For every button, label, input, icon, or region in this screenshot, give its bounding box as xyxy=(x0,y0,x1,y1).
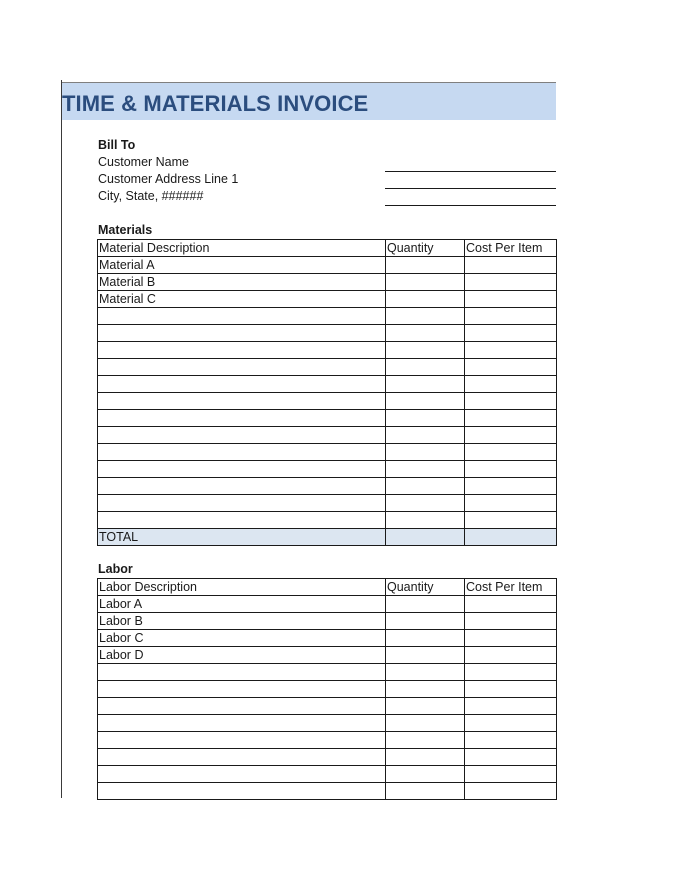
table-row xyxy=(98,698,557,715)
table-row xyxy=(98,257,557,274)
material-description-cell[interactable] xyxy=(98,308,386,325)
material-quantity-cell[interactable] xyxy=(386,512,465,529)
labor-description-cell[interactable] xyxy=(98,766,386,783)
material-quantity-cell[interactable] xyxy=(386,393,465,410)
table-row xyxy=(98,427,557,444)
labor-description-cell[interactable] xyxy=(98,749,386,766)
material-cost-cell[interactable] xyxy=(465,393,557,410)
table-row xyxy=(98,393,557,410)
labor-cost-cell[interactable] xyxy=(465,732,557,749)
labor-quantity-cell[interactable] xyxy=(386,749,465,766)
material-cost-cell[interactable] xyxy=(465,495,557,512)
material-quantity-cell[interactable] xyxy=(386,359,465,376)
material-cost-cell[interactable] xyxy=(465,461,557,478)
material-description-cell[interactable] xyxy=(98,427,386,444)
material-description-cell[interactable] xyxy=(98,410,386,427)
table-row xyxy=(98,376,557,393)
table-row xyxy=(98,613,557,630)
labor-description-cell[interactable] xyxy=(98,715,386,732)
labor-quantity-cell[interactable] xyxy=(386,613,465,630)
material-cost-cell[interactable] xyxy=(465,257,557,274)
table-row xyxy=(98,461,557,478)
material-description-cell[interactable] xyxy=(98,393,386,410)
material-total-quantity[interactable] xyxy=(386,529,465,546)
table-row xyxy=(98,596,557,613)
material-quantity-cell[interactable] xyxy=(386,461,465,478)
table-row xyxy=(98,783,557,800)
title-band xyxy=(62,82,556,120)
labor-header-quantity: Quantity xyxy=(386,579,465,596)
material-total-cost[interactable] xyxy=(465,529,557,546)
material-cost-cell[interactable] xyxy=(465,427,557,444)
labor-description-cell[interactable]: Labor D xyxy=(98,647,386,664)
material-cost-cell[interactable] xyxy=(465,512,557,529)
labor-description-cell[interactable]: Labor B xyxy=(98,613,386,630)
material-quantity-cell[interactable] xyxy=(386,478,465,495)
labor-description-cell[interactable] xyxy=(98,732,386,749)
table-row xyxy=(98,291,557,308)
labor-description-cell[interactable] xyxy=(98,698,386,715)
table-row xyxy=(98,630,557,647)
labor-table xyxy=(97,578,557,800)
material-quantity-cell[interactable] xyxy=(386,376,465,393)
table-row xyxy=(98,766,557,783)
material-description-cell[interactable] xyxy=(98,342,386,359)
material-cost-cell[interactable] xyxy=(465,410,557,427)
labor-cost-cell[interactable] xyxy=(465,749,557,766)
material-description-cell[interactable] xyxy=(98,461,386,478)
table-row xyxy=(98,495,557,512)
table-row xyxy=(98,681,557,698)
customer-name: Customer Name xyxy=(98,155,189,169)
material-quantity-cell[interactable] xyxy=(386,257,465,274)
materials-label: Materials xyxy=(98,223,153,237)
labor-header-cost: Cost Per Item xyxy=(465,579,557,596)
material-quantity-cell[interactable] xyxy=(386,325,465,342)
labor-quantity-cell[interactable] xyxy=(386,664,465,681)
material-header-quantity: Quantity xyxy=(386,240,465,257)
material-header-row xyxy=(98,240,557,257)
material-description-cell[interactable] xyxy=(98,376,386,393)
labor-cost-cell[interactable] xyxy=(465,630,557,647)
labor-cost-cell[interactable] xyxy=(465,664,557,681)
table-row xyxy=(98,342,557,359)
material-description-cell[interactable] xyxy=(98,359,386,376)
material-quantity-cell[interactable] xyxy=(386,291,465,308)
table-row xyxy=(98,410,557,427)
labor-cost-cell[interactable] xyxy=(465,766,557,783)
material-cost-cell[interactable] xyxy=(465,359,557,376)
table-row xyxy=(98,715,557,732)
customer-name-line[interactable] xyxy=(385,171,556,172)
material-header-cost: Cost Per Item xyxy=(465,240,557,257)
material-cost-cell[interactable] xyxy=(465,444,557,461)
labor-quantity-cell[interactable] xyxy=(386,596,465,613)
bill-to-label: Bill To xyxy=(98,138,136,152)
table-row xyxy=(98,308,557,325)
table-row xyxy=(98,325,557,342)
material-quantity-cell[interactable] xyxy=(386,444,465,461)
customer-address-line[interactable] xyxy=(385,188,556,189)
table-row xyxy=(98,647,557,664)
labor-description-cell[interactable]: Labor A xyxy=(98,596,386,613)
material-description-cell[interactable]: Material C xyxy=(98,291,386,308)
material-description-cell[interactable] xyxy=(98,325,386,342)
labor-cost-cell[interactable] xyxy=(465,613,557,630)
materials-table xyxy=(97,239,557,546)
material-cost-cell[interactable] xyxy=(465,325,557,342)
material-cost-cell[interactable] xyxy=(465,291,557,308)
material-description-cell[interactable] xyxy=(98,478,386,495)
labor-quantity-cell[interactable] xyxy=(386,766,465,783)
labor-description-cell[interactable] xyxy=(98,664,386,681)
table-row xyxy=(98,478,557,495)
material-cost-cell[interactable] xyxy=(465,478,557,495)
labor-cost-cell[interactable] xyxy=(465,647,557,664)
material-cost-cell[interactable] xyxy=(465,274,557,291)
material-description-cell[interactable] xyxy=(98,512,386,529)
labor-quantity-cell[interactable] xyxy=(386,715,465,732)
labor-cost-cell[interactable] xyxy=(465,596,557,613)
material-cost-cell[interactable] xyxy=(465,342,557,359)
labor-header-row xyxy=(98,579,557,596)
labor-cost-cell[interactable] xyxy=(465,715,557,732)
table-row xyxy=(98,732,557,749)
labor-description-cell[interactable] xyxy=(98,681,386,698)
table-row xyxy=(98,664,557,681)
table-row xyxy=(98,512,557,529)
material-total-row xyxy=(98,529,557,546)
material-total-label: TOTAL xyxy=(98,529,386,546)
material-description-cell[interactable] xyxy=(98,444,386,461)
material-quantity-cell[interactable] xyxy=(386,410,465,427)
customer-city-line[interactable] xyxy=(385,205,556,206)
table-row xyxy=(98,359,557,376)
labor-quantity-cell[interactable] xyxy=(386,732,465,749)
material-quantity-cell[interactable] xyxy=(386,342,465,359)
labor-quantity-cell[interactable] xyxy=(386,647,465,664)
left-margin-rule xyxy=(61,80,62,798)
table-row xyxy=(98,274,557,291)
material-cost-cell[interactable] xyxy=(465,376,557,393)
table-row xyxy=(98,444,557,461)
labor-quantity-cell[interactable] xyxy=(386,681,465,698)
customer-address: Customer Address Line 1 xyxy=(98,172,239,186)
table-row xyxy=(98,749,557,766)
labor-cost-cell[interactable] xyxy=(465,681,557,698)
labor-label: Labor xyxy=(98,562,133,576)
material-header-description: Material Description xyxy=(98,240,386,257)
labor-quantity-cell[interactable] xyxy=(386,783,465,800)
material-description-cell[interactable]: Material A xyxy=(98,257,386,274)
labor-quantity-cell[interactable] xyxy=(386,630,465,647)
material-quantity-cell[interactable] xyxy=(386,495,465,512)
labor-quantity-cell[interactable] xyxy=(386,698,465,715)
customer-city-state: City, State, ###### xyxy=(98,189,204,203)
material-cost-cell[interactable] xyxy=(465,308,557,325)
labor-header-description: Labor Description xyxy=(98,579,386,596)
material-quantity-cell[interactable] xyxy=(386,427,465,444)
labor-cost-cell[interactable] xyxy=(465,783,557,800)
material-description-cell[interactable] xyxy=(98,495,386,512)
material-quantity-cell[interactable] xyxy=(386,274,465,291)
material-quantity-cell[interactable] xyxy=(386,308,465,325)
invoice-title: TIME & MATERIALS INVOICE xyxy=(62,91,369,116)
labor-description-cell[interactable]: Labor C xyxy=(98,630,386,647)
labor-description-cell[interactable] xyxy=(98,783,386,800)
labor-cost-cell[interactable] xyxy=(465,698,557,715)
material-description-cell[interactable]: Material B xyxy=(98,274,386,291)
